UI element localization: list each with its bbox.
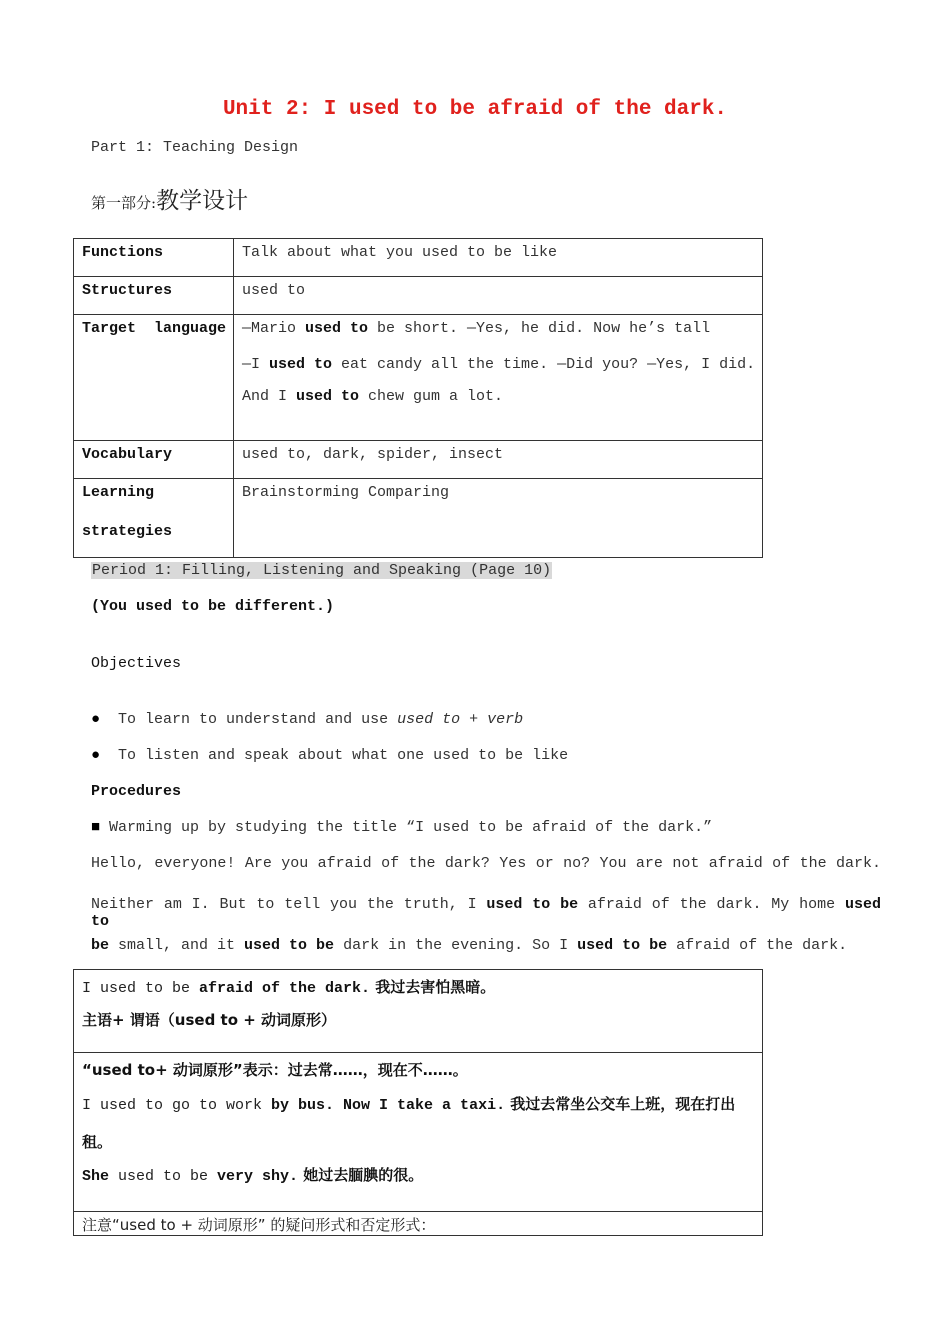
structure-formula: 主语+ 谓语（used to + 动词原形） — [82, 1011, 337, 1029]
table-row — [74, 277, 763, 315]
example-sentence: She used to be very shy. 她过去腼腆的很。 — [82, 1166, 424, 1185]
note-forms: 注意“used to + 动词原形” 的疑问形式和否定形式： — [82, 1216, 436, 1234]
usage-note: “used to+ 动词原形”表示：过去常……，现在不……。 — [82, 1061, 468, 1079]
objectives-heading: Objectives — [91, 655, 182, 672]
period-heading: Period 1: Filling, Listening and Speaking (Page 10) — [92, 562, 552, 579]
period-subtitle: (You used to be different.) — [91, 598, 335, 615]
example-sentence: I used to be afraid of the dark. 我过去害怕黑暗。 — [82, 978, 496, 997]
teaching-design-table — [73, 238, 763, 558]
part-heading-cn-prefix: 第一部分: — [91, 194, 157, 212]
square-bullet-icon: ■ — [91, 819, 101, 836]
table-row — [74, 1053, 763, 1212]
table-row — [74, 1212, 763, 1236]
structures-value: used to — [242, 282, 306, 299]
page-title: Unit 2: I used to be afraid of the dark. — [222, 98, 728, 121]
table-row — [74, 441, 763, 479]
table-row — [74, 970, 763, 1053]
bullet-icon: ● — [91, 747, 101, 764]
procedures-heading: Procedures — [91, 783, 182, 800]
part-heading-cn — [91, 182, 248, 215]
learning-value: Brainstorming Comparing — [242, 484, 450, 501]
example-sentence: I used to go to work by bus. Now I take a taxi. 我过去常坐公交车上班，现在打出 — [82, 1095, 736, 1114]
grammar-box — [73, 969, 763, 1236]
learning-label-1: Learning — [82, 484, 155, 501]
paragraph-line-2: Neither am I. But to tell you the truth, I used to be afraid of the dark. My home used to — [91, 896, 881, 930]
target-line-3: And I used to chew gum a lot. — [242, 388, 504, 405]
table-row — [74, 315, 763, 441]
vocabulary-value: used to, dark, spider, insect — [242, 446, 504, 463]
example-sentence-cont: 租。 — [82, 1133, 113, 1151]
vocabulary-label: Vocabulary — [82, 446, 173, 463]
target-line-2: —I used to eat candy all the time. —Did you? —Yes, I did. — [242, 356, 756, 373]
target-line-1: —Mario used to be short. —Yes, he did. Now he’s tall — [242, 320, 711, 337]
target-language-label: Target language — [82, 320, 227, 337]
bullet-icon: ● — [91, 711, 101, 728]
structures-label: Structures — [82, 282, 173, 299]
functions-value: Talk about what you used to be like — [242, 244, 558, 261]
table-row — [74, 239, 763, 277]
learning-label-2: strategies — [82, 523, 173, 540]
objective-item: ● To learn to understand and use used to + verb — [91, 711, 524, 728]
paragraph-line-1: Hello, everyone! Are you afraid of the dark? Yes or no? You are not afraid of the dark. — [91, 855, 881, 872]
warming-up-item: ■ Warming up by studying the title “I used to be afraid of the dark.” — [91, 819, 713, 836]
part-heading-cn-main: 教学设计 — [156, 188, 249, 214]
paragraph-line-3: be small, and it used to be dark in the evening. So I used to be afraid of the dark. — [91, 937, 848, 954]
table-row — [74, 479, 763, 558]
objective-item: ● To listen and speak about what one used to be like — [91, 747, 569, 764]
part-heading-en: Part 1: Teaching Design — [91, 139, 299, 156]
functions-label: Functions — [82, 244, 164, 261]
